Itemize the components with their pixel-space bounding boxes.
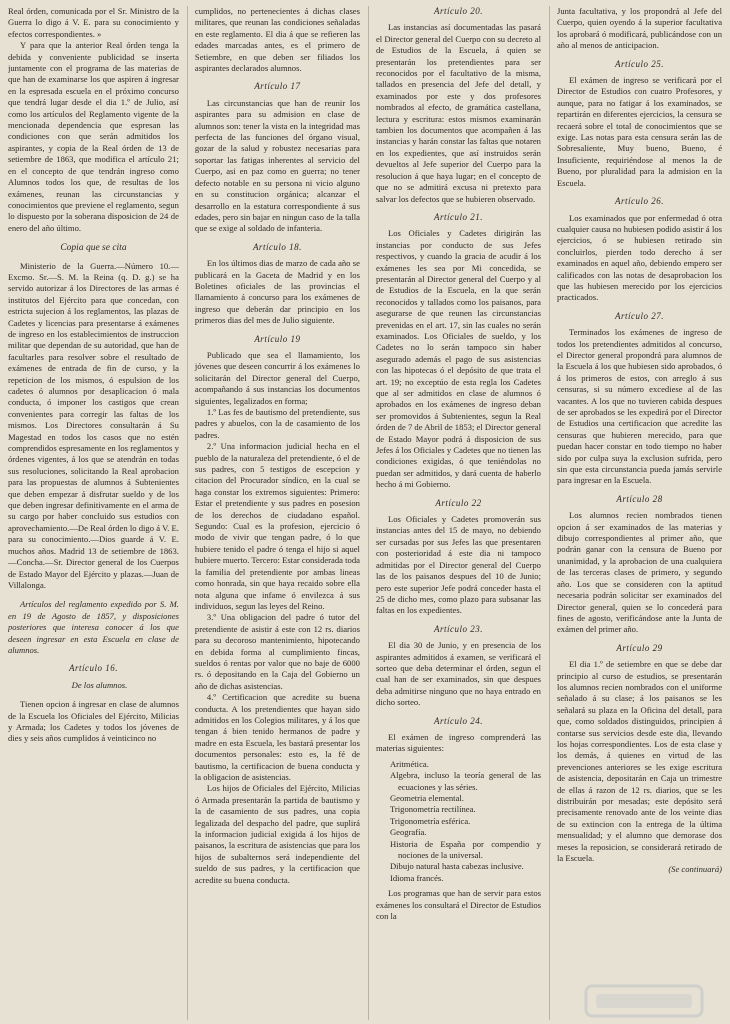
paragraph: El dia 30 de Junio, y en presencia de los aspirantes admitidos á examen, se verificará el sorteo que deba determinar el órden, segun el cual han de ser examinados, sin que despues deba admitirse ninguno que no haya entrado en dicho sorteo. <box>375 640 541 708</box>
article-heading: Artículo 17 <box>254 81 301 92</box>
section-heading: Copia que se cita <box>60 243 127 254</box>
list-item: Trigonometría esférica. <box>389 815 471 826</box>
paragraph: Los hijos de Oficiales del Ejército, Milicias ó Armada presentarán la partida de bautismo y la de casamiento de sus padres, una copia legalizada del despacho del padre, que suplirá la informacion judicial exigida á los hijos de paisanos, la escritura de asistencias que para los hijos de subalternos será independiente del sueldo de sus padres, y la certificacion que acredite su buena conducta. <box>194 783 360 885</box>
list-item: Algebra, incluso la teoría general de las ecuaciones y las séries. <box>389 770 541 792</box>
article-heading: Artículo 28 <box>616 493 663 504</box>
paragraph: Terminados los exámenes de ingreso de todos los pretendientes admitidos al concurso, el Director general propondrá para alumnos de la Escuela á los que hubiesen sido aprobados, ó á los primeros de estos, con arreglo á sus censuras, si su número excediese al de las vacantes. A los que no tuvieren cabida despues de ser aprobados se les expedirá por el Director de Estudios una certificacion que acredite las censuras que hubieren merecido, para que puedan hacer constar en todo tiempo no haber sido por culpa suya la exclusion sufrida, pero sin que esta circunstancia pueda jamás servirle para ingresar en la Escuela. <box>556 327 723 486</box>
column-2 <box>187 6 360 1020</box>
article-heading: Artículo 29 <box>616 642 663 653</box>
paragraph: Los programas que han de servir para estos exámenes los consultará el Director de Estudios con la <box>375 888 541 922</box>
paragraph: Los examinados que por enfermedad ó otra cualquier causa no hubiesen podido asistir á los ejercicios, ó se hubiesen retirado sin concluirlos, pierden todo derecho á ser examinados en aquel año, debiendo empero ser calificados con las notas de desaprobacion los que las hubiesen merecido por los ejercicios practicados. <box>556 212 723 303</box>
paragraph: 3.º Una obligacion del padre ó tutor del pretendiente de asistir á este con 12 rs. diarios para su decoroso mantenimiento, hipotecando en debida forma al cumplimiento fincas, sueldos ó rentas por valor que no baje de 6000 rs. ó depositando en la Caja del Gobierno un año de dichas asistencias. <box>194 612 360 691</box>
article-heading: Artículo 18. <box>252 241 302 252</box>
list-item: Dibujo natural hasta cabezas inclusive. <box>389 861 524 872</box>
paragraph: 4.º Certificacion que acredite su buena conducta. A los pretendientes que hayan sido admitidos en los Colegios militares, y á los que tengan á bien tenido hermanos de padre y madre en esta Escuela, les bastará presentar los documentos personales: esto es, la fé de bautismo, la certificacion de buena conducta y la obligacion de asistencias. <box>194 692 360 782</box>
paragraph: El exámen de ingreso se verificará por el Director de Estudios con cuatro Profesores, y aunque, para no fatigar á los examinados, se repartirán en diferentes ejercicios, la censura se recaerá sobre el total de conocimientos que se exige. Las notas para esta censura serán las de Sobresaliente, Muy bueno, Bueno, é Insuficiente, requiriéndose al menos la de Bueno, por pluralidad para la admision en la Escuela. <box>556 75 723 188</box>
article-heading: Artículo 25. <box>615 58 664 69</box>
column-3 <box>368 6 541 1020</box>
paragraph: Los Oficiales y Cadetes dirigirán las instancias por conducto de sus Jefes respectivos, y cuando la gracia de acudir á los exámenes les sea por Mi concedida, se presentarán al Director general del Cuerpo y al de Estudios de la Escuela, en la que serán reconocidos y tallados como los paisanos, para asegurarse de que reunen las circunstancias prevenidas en el art. 17, sin las cuales no serán examinados. Los Oficiales de sueldo, y los Cadetes no lo serán tampoco sin haber asegurado además el pago de sus asistencias con las hipotecas ó el depósito de que trata el art. 19; no exceptúo de esta regla los Cadetes que al ser admitidos en clase de alumnos ó aprobados en los exámenes de ingreso deban ser promovidos á Subtenientes, segun la Real órden de 7 de Abril de 1853; el Director general de Estado Mayor podrá á disposicion de sus Jefes á los Oficiales y Cadetes que no tienen las condiciones exigidas, ó que teniéndolas no puedan ser admitidos, y dará cuenta de haberlo hecho á mi Gobierno. <box>375 228 541 490</box>
list-item: Aritmética. <box>389 758 429 769</box>
paragraph: El dia 1.º de setiembre en que se debe dar principio al curso de estudios, se presentarán los alumnos recien nombrados con el uniforme señalado á su clase; á los paisanos se les señalará su plaza en la Oficina del detall, para que, como soldados distinguidos, principien á contarse sus servicios desde este dia, llevando los hojas correspondientes. Los de esta clase y los demás, á quienes en virtud de las prevenciones anteriores se les exige escritura de asistencia, depositarán en Caja un trimestre de ellas á razon de 12 rs. diarios, que se les distribuirán por mesadas; este depósito será precisamente renovado ante de los veinte dias de su extincion con la entrega de la última mensualidad; y el alumno que demorase dos meses la reposicion, se considerará retirado de la Escuela. <box>556 659 723 864</box>
paragraph: Real órden, comunicada por el Sr. Ministro de la Guerra lo digo á V. E. para su conocimiento y efectos correspondientes. » <box>8 6 179 39</box>
continued-note: (Se continuará) <box>668 864 723 875</box>
article-heading: Artículo 27. <box>615 310 664 321</box>
article-heading: Artículo 16. <box>68 663 118 674</box>
article-heading: Artículo 22 <box>435 497 482 508</box>
paragraph: Y para que la anterior Real órden tenga la debida y conveniente publicidad se inserta juntamente con el programa de las materias de que han de examinarse los que aspiren á ingresar en la espresada escuela en el próximo concurso que tendrá lugar desde el dia 1.º de Julio, así como los artículos del Reglamento vigente de la mencionada dependencia que espresan las condiciones con que serán admitidos los aspirantes, y copia de la Real órden de 13 de setiembre de 1863, que modifica el artículo 21; en el concepto de que tendrán ingreso como Alumnos todos los que, de resultas de los exámenes, reunan las circunstancias y conocimientos que previene el reglamento, segun lo dispuesto por la soberana disposicion de 24 de enero del año último. <box>8 40 179 233</box>
article-heading: Artículo 26. <box>615 196 664 207</box>
paragraph: Publicado que sea el llamamiento, los jóvenes que deseen concurrir á los exámenes lo solicitarán del Director general del Cuerpo, acompañando á sus instancias los documentos siguientes, legalizados en forma; <box>194 349 360 406</box>
paragraph: Junta facultativa, y los propondrá al Jefe del Cuerpo, quien oyendo á la superior facultativa los aprobará ó modificará, publicándose con un año al menos de anticipacion. <box>556 6 723 51</box>
article-heading: Artículo 21. <box>433 211 483 222</box>
list-item: Idioma francés. <box>389 872 444 883</box>
list-item: Geometria elemental. <box>389 793 464 803</box>
list-item: Trigonometría rectilínea. <box>389 804 476 815</box>
column-1 <box>8 6 179 1020</box>
paragraph: Los alumnos recien nombrados tienen opcion á ser examinados de las materias y dibujo correspondientes al primer año, que podrán ganar con la censura de Bueno por unanimidad, y la aprobacion de una cualquiera de las terceras clases de primero, y segundo año. Los que se consideren con la aptitud necesaria podrán solicitar ser examinados del Director general, quien se lo concederá para fines de agosto, verificándose ante la Junta de exámen del primer año. <box>556 510 723 635</box>
article-heading: Artículo 19 <box>254 333 301 344</box>
list-item: Historia de España por compendio y nociones de la universal. <box>389 838 541 861</box>
subject-list <box>376 759 541 884</box>
article-heading: Artículo 23. <box>433 623 483 634</box>
paragraph: Tienen opcion á ingresar en clase de alumnos de la Escuela los Oficiales del Ejército, Milicias y Armada; los Cadetes y todos los jóvenes de dies y seis años cumplidos á veinticinco no <box>8 699 179 744</box>
paragraph: cumplidos, no pertenecientes á dichas clases militares, que reunan las condiciones señaladas en este reglamento. El dia á que se refieren las edades marcadas antes, es el primero de Setiembre, en que deben ser filiados los aspirantes declarados alumnos. <box>194 6 360 74</box>
paragraph: Las instancias así documentadas las pasará el Director general del Cuerpo con su decreto al de Estudios de la Escuela, á quien se presentarán los pretendientes para ser reconocidos por el facultativo de la misma, tallados en presencia del Jefe del detall, y examinados por este y dos profesores nombrados al efecto, de gramática castellana, lectura y escritura: estos mismos examinarán tambien los documentos que acompañen á las instancias y harán constar las faltas que notaren en los expedientes, que así instruidos serán devueltos al Jefe superior del Cuerpo para la resolucion á que haya lugar; en el concepto de que no se admitirá excusa ni pretexto para salvar los defectos que se hubieren observado. <box>375 22 541 204</box>
column-4 <box>549 6 722 1020</box>
paragraph: 2.º Una informacion judicial hecha en el pueblo de la naturaleza del pretendiente, ó el de sus padres, con 5 testigos de escepcion y citacion del Procurador síndico, en la cual se haga constar los extremos siguientes: Primero: Estar el pretendiente y sus padres en posesion de los derechos de ciudadano español. Segundo: Cual es la profesion, ejercicio ó modo de vivir que tengan padre, ó lo que hubiere tenido el padre ó tenga el hijo si aquel hubiere muerto. Tercero: Estar considerada toda la familia del pretendiente por ambas lineas como honrada, sin que haya recaido sobre ella nota alguna que infame ó envilezca á sus individuos, segun las leyes del Reino. <box>194 441 360 611</box>
paragraph: 1.º Las fes de bautismo del pretendiente, sus padres y abuelos, con la de casamiento de los padres. <box>194 407 360 440</box>
list-item: Geografía. <box>389 827 427 838</box>
article-heading: Artículo 20. <box>433 6 483 16</box>
paragraph: El exámen de ingreso comprenderá las materias siguientes: <box>375 731 541 754</box>
paragraph: Las circunstancias que han de reunir los aspirantes para su admision en clase de alumnos son: tener la vista en la integridad mas perfecta de las funciones del órgano visual, gozar de la salud y robustez necesarias para soportar las fatigas inherentes al servicio del Cuerpo, asi en paz como en guerra; no tener defecto notable en su persona ni vicio alguno en su constitucion orgánica; alcanzar el desarrollo en la estatura correspondiente á sus edades, pero sin bajar en ningun caso de la talla que se exige al soldado de infanteria. <box>194 97 360 234</box>
paragraph: Los Oficiales y Cadetes promoverán sus instancias antes del 15 de mayo, no debiendo ser cursadas por sus Jefes las que presentaren con posterioridad á este dia ni tampoco admitidas por el Director general del Cuerpo las de los paisanos despues del 10 de Junio; pero este superior Jefe podrá conceder hasta el 25 de dicho mes, como plazo para subsanar las faltas en los expedientes. <box>375 514 541 616</box>
article-subheading: De los alumnos. <box>71 679 128 690</box>
paragraph: En los últimos dias de marzo de cada año se publicará en la Gaceta de Madrid y en los Boletines oficiales de las provincias el llamamiento á concurso para los exámenes de ingreso que deberán dar principio en los primeros dias del mes de Julio siguiente. <box>194 258 360 326</box>
section-intro: Artículos del reglamento expedido por S. M. en 19 de Agosto de 1857, y disposiciones posteriores que interesa conocer á los que deseen ingresar en esta Escuela en clase de alumnos. <box>8 599 179 655</box>
library-watermark-icon <box>584 982 704 1020</box>
paragraph: Ministerio de la Guerra.—Número 10.—Excmo. Sr.—S. M. la Reina (q. D. g.) se ha servido autorizar á los Directores de las armas é institutos del Ejército para que concedan, con estricta sujecion á los reglamentos, las plazas de Cadetes y licencias para presentarse á exámenes de ingreso en los establecimientos de instruccion militar que dependan de su autoridad, que han de facultarles para resolver sobre el resultado de exámenes de entrada de fin de curso, y la repeticion de los mismos, ó espulsion de los cadetes ó alumnos por desaplicacion ó mala conducta, ó imponer los castigos que crean convenientes para corregir las faltas de los mismos. Los Directores consultarán á Su Magestad en todos los casos que no estén comprendidos espresamente en los reglamentos y órdenes vigentes, á los que se atendrán en todas sus resoluciones, solicitando la Real aprobacion para las propuestas de alumnos á Subtenientes que deben empezar á disfrutar sueldo y de los que deben ingresar definitivamente en el arma de su cargo por haber concluido sus estudios con aprovechamiento.—De Real órden lo digo á V. E. para su conocimiento.—Dios guarde á V. E. muchos años. Madrid 13 de setiembre de 1863.—Concha.—Sr. Director general de los Cuerpos de Estado Mayor del Ejército y plazas.—Juan de Villalonga. <box>8 260 179 590</box>
article-heading: Artículo 24. <box>433 715 483 726</box>
